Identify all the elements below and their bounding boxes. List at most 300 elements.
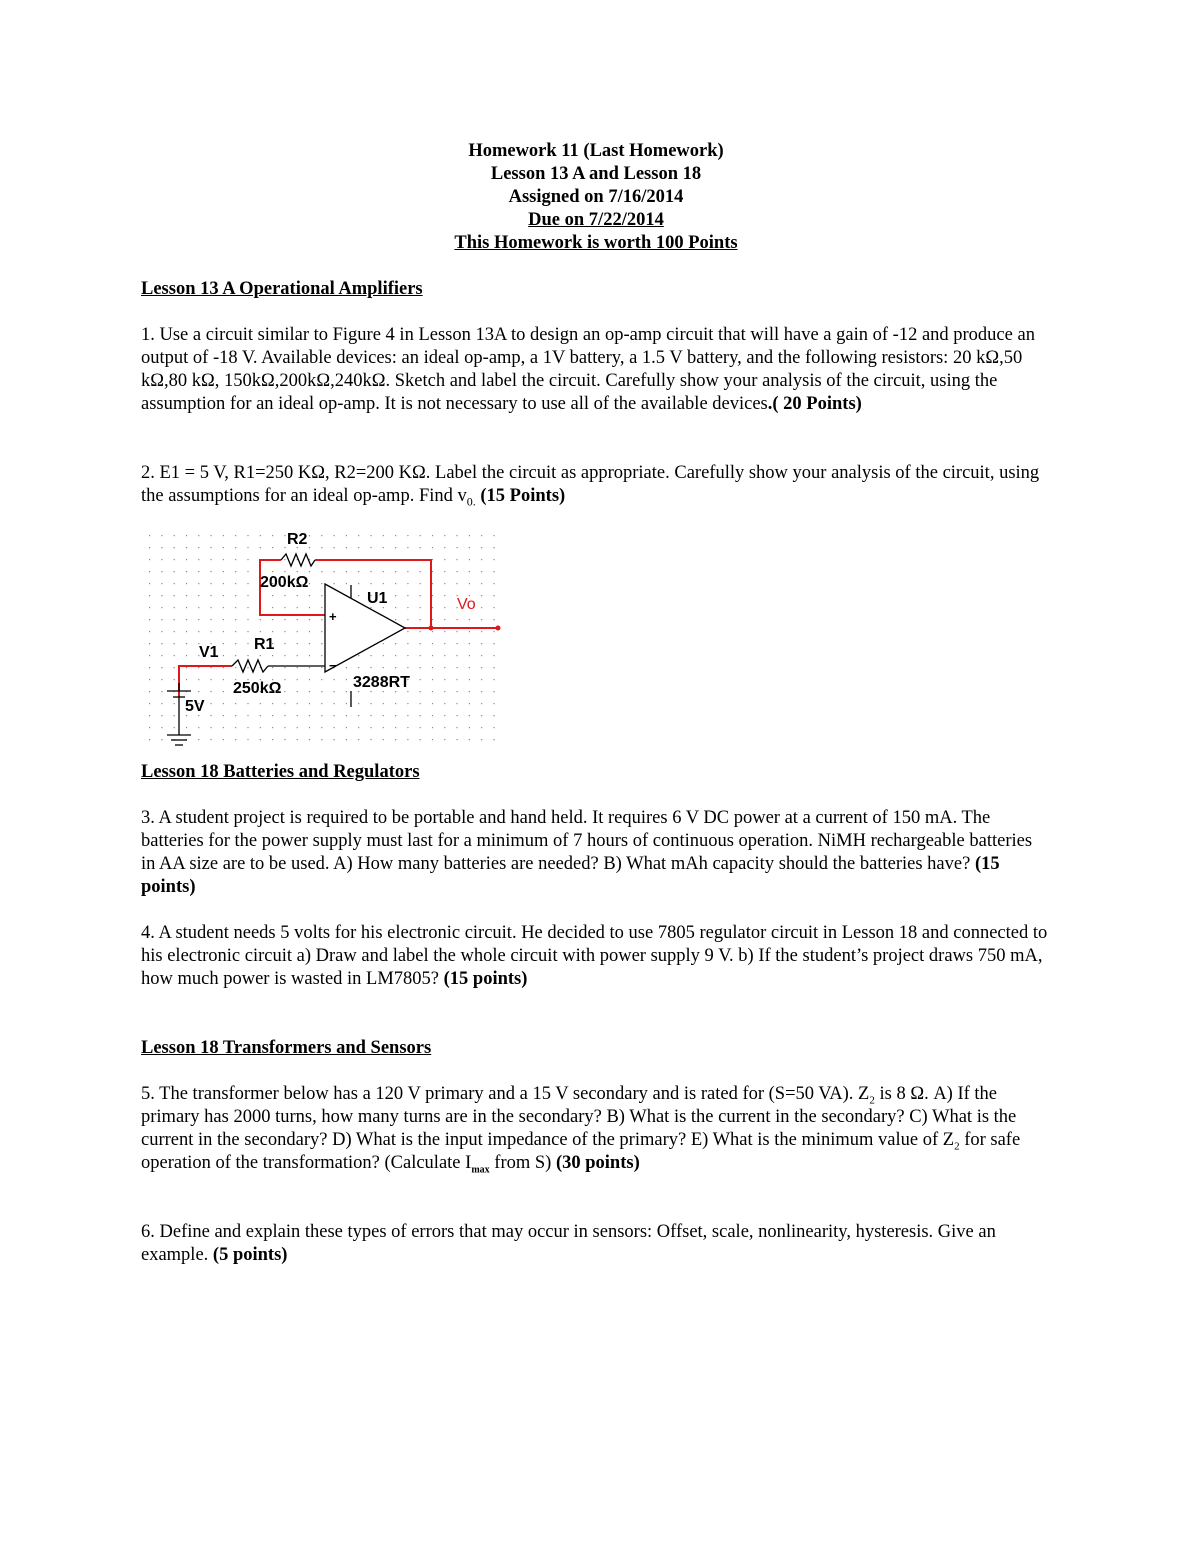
grid-dot	[432, 559, 433, 560]
grid-dot	[272, 655, 273, 656]
grid-dot	[198, 547, 199, 548]
grid-dot	[297, 715, 298, 716]
grid-dot	[383, 535, 384, 536]
grid-dot	[420, 715, 421, 716]
grid-dot	[297, 727, 298, 728]
grid-dot	[358, 703, 359, 704]
grid-dot	[149, 691, 150, 692]
grid-dot	[407, 547, 408, 548]
grid-dot	[272, 727, 273, 728]
r1-name: R1	[254, 636, 275, 653]
output-junction	[429, 626, 434, 631]
grid-dot	[383, 583, 384, 584]
grid-dot	[284, 559, 285, 560]
grid-dot	[432, 703, 433, 704]
grid-dot	[297, 739, 298, 740]
r2-name: R2	[287, 531, 308, 548]
grid-dot	[469, 739, 470, 740]
grid-dot	[223, 703, 224, 704]
grid-dot	[481, 715, 482, 716]
grid-dot	[186, 559, 187, 560]
grid-dot	[186, 679, 187, 680]
grid-dot	[444, 583, 445, 584]
grid-dot	[432, 547, 433, 548]
grid-dot	[309, 595, 310, 596]
grid-dot	[174, 583, 175, 584]
grid-dot	[444, 703, 445, 704]
grid-dot	[346, 571, 347, 572]
grid-dot	[432, 643, 433, 644]
question-2	[141, 462, 1051, 508]
question-5-text-c: for safe operation of the transformation? (Calculate I	[141, 1130, 1021, 1173]
grid-dot	[272, 631, 273, 632]
grid-dot	[235, 547, 236, 548]
grid-dot	[469, 559, 470, 560]
grid-dot	[469, 691, 470, 692]
grid-dot	[420, 739, 421, 740]
minus-sign: −	[329, 658, 337, 673]
grid-dot	[223, 595, 224, 596]
plus-sign: +	[329, 609, 337, 624]
grid-dot	[383, 547, 384, 548]
grid-dot	[432, 595, 433, 596]
grid-dot	[247, 607, 248, 608]
grid-dot	[469, 547, 470, 548]
grid-dot	[198, 607, 199, 608]
grid-dot	[174, 535, 175, 536]
op-amp-model: 3288RT	[353, 674, 410, 691]
grid-dot	[149, 547, 150, 548]
question-3-text: 3. A student project is required to be portable and hand held. It requires 6 V DC power at a current of 150 mA. The batteries for the power supply must last for a minimum of 7 hours of continuous operation. NiMH rechargeable batteries in AA size are to be used. A) How many batteries are needed? B) What mAh capacity should the batteries have?	[141, 808, 1033, 874]
grid-dot	[174, 547, 175, 548]
grid-dot	[321, 655, 322, 656]
grid-dot	[420, 607, 421, 608]
grid-dot	[395, 703, 396, 704]
grid-dot	[481, 619, 482, 620]
grid-dot	[198, 583, 199, 584]
grid-dot	[272, 607, 273, 608]
grid-dot	[161, 679, 162, 680]
grid-dot	[223, 727, 224, 728]
grid-dot	[284, 655, 285, 656]
grid-dot	[407, 703, 408, 704]
grid-dot	[223, 739, 224, 740]
grid-dot	[493, 535, 494, 536]
grid-dot	[395, 583, 396, 584]
grid-dot	[444, 715, 445, 716]
assigned-date: Assigned on 7/16/2014	[508, 187, 684, 207]
grid-dot	[211, 571, 212, 572]
grid-dot	[358, 571, 359, 572]
grid-dot	[309, 739, 310, 740]
grid-dot	[493, 739, 494, 740]
grid-dot	[149, 619, 150, 620]
question-5-text-a: 5. The transformer below has a 120 V primary and a 15 V secondary and is rated for (S=50 VA). Z	[141, 1084, 870, 1104]
grid-dot	[420, 595, 421, 596]
grid-dot	[211, 667, 212, 668]
grid-dot	[297, 619, 298, 620]
grid-dot	[161, 727, 162, 728]
grid-dot	[493, 679, 494, 680]
grid-dot	[432, 619, 433, 620]
grid-dot	[211, 715, 212, 716]
grid-dot	[420, 571, 421, 572]
grid-dot	[444, 559, 445, 560]
grid-dot	[247, 667, 248, 668]
grid-dot	[346, 547, 347, 548]
grid-dot	[223, 607, 224, 608]
grid-dot	[370, 535, 371, 536]
grid-dot	[407, 655, 408, 656]
grid-dot	[309, 571, 310, 572]
question-3-points: (15 points)	[141, 854, 1000, 897]
grid-dot	[481, 655, 482, 656]
grid-dot	[481, 583, 482, 584]
grid-dot	[161, 547, 162, 548]
grid-dot	[321, 595, 322, 596]
grid-dot	[493, 595, 494, 596]
grid-dot	[211, 595, 212, 596]
grid-dot	[247, 643, 248, 644]
u1-name: U1	[367, 590, 388, 607]
grid-dot	[420, 679, 421, 680]
grid-dot	[211, 739, 212, 740]
grid-dot	[334, 571, 335, 572]
grid-dot	[321, 715, 322, 716]
grid-dot	[149, 607, 150, 608]
grid-dot	[346, 727, 347, 728]
grid-dot	[149, 715, 150, 716]
grid-dot	[457, 691, 458, 692]
grid-dot	[407, 667, 408, 668]
grid-dot	[334, 703, 335, 704]
grid-dot	[309, 727, 310, 728]
grid-dot	[149, 559, 150, 560]
grid-dot	[309, 643, 310, 644]
grid-dot	[444, 535, 445, 536]
grid-dot	[211, 547, 212, 548]
grid-dot	[149, 703, 150, 704]
grid-dot	[457, 535, 458, 536]
grid-dot	[444, 727, 445, 728]
grid-dot	[309, 535, 310, 536]
grid-dot	[284, 547, 285, 548]
grid-dot	[457, 739, 458, 740]
grid-dot	[481, 547, 482, 548]
grid-dot	[420, 667, 421, 668]
grid-dot	[309, 703, 310, 704]
grid-dot	[284, 571, 285, 572]
grid-dot	[420, 619, 421, 620]
question-4-points: (15 points)	[443, 969, 528, 989]
grid-dot	[260, 631, 261, 632]
grid-dot	[161, 739, 162, 740]
grid-dot	[297, 571, 298, 572]
grid-dot	[174, 715, 175, 716]
grid-dot	[186, 643, 187, 644]
grid-dot	[284, 619, 285, 620]
grid-dot	[284, 691, 285, 692]
grid-dot	[469, 703, 470, 704]
grid-dot	[149, 643, 150, 644]
grid-dot	[383, 715, 384, 716]
grid-dot	[161, 643, 162, 644]
grid-dot	[260, 619, 261, 620]
grid-dot	[444, 679, 445, 680]
grid-dot	[457, 655, 458, 656]
grid-dot	[297, 595, 298, 596]
grid-dot	[198, 631, 199, 632]
grid-dot	[198, 691, 199, 692]
grid-dot	[432, 691, 433, 692]
grid-dot	[493, 547, 494, 548]
grid-dot	[383, 607, 384, 608]
grid-dot	[309, 607, 310, 608]
grid-dot	[149, 727, 150, 728]
grid-dot	[370, 727, 371, 728]
grid-dot	[481, 643, 482, 644]
grid-dot	[161, 583, 162, 584]
grid-dot	[407, 715, 408, 716]
grid-dot	[272, 595, 273, 596]
grid-dot	[444, 547, 445, 548]
v1-name: V1	[199, 644, 219, 661]
grid-dot	[432, 739, 433, 740]
grid-dot	[407, 643, 408, 644]
grid-dot	[247, 631, 248, 632]
grid-dot	[457, 667, 458, 668]
grid-dot	[174, 679, 175, 680]
grid-dot	[346, 667, 347, 668]
grid-dot	[284, 727, 285, 728]
grid-dot	[186, 607, 187, 608]
grid-dot	[358, 739, 359, 740]
grid-dot	[407, 535, 408, 536]
grid-dot	[284, 715, 285, 716]
grid-dot	[420, 655, 421, 656]
grid-dot	[481, 667, 482, 668]
question-2-subscript: 0.	[466, 494, 476, 509]
grid-dot	[260, 655, 261, 656]
grid-dot	[309, 679, 310, 680]
grid-dot	[297, 703, 298, 704]
grid-dot	[346, 703, 347, 704]
grid-dot	[493, 583, 494, 584]
grid-dot	[395, 535, 396, 536]
grid-dot	[321, 727, 322, 728]
grid-dot	[370, 583, 371, 584]
grid-dot	[161, 535, 162, 536]
output-terminal	[496, 626, 501, 631]
grid-dot	[161, 619, 162, 620]
grid-dot	[272, 535, 273, 536]
grid-dot	[149, 631, 150, 632]
grid-dot	[198, 727, 199, 728]
grid-dot	[395, 571, 396, 572]
grid-dot	[223, 643, 224, 644]
grid-dot	[223, 691, 224, 692]
grid-dot	[444, 739, 445, 740]
grid-dot	[444, 595, 445, 596]
grid-dot	[309, 655, 310, 656]
grid-dot	[309, 619, 310, 620]
question-2-text: 2. E1 = 5 V, R1=250 KΩ, R2=200 KΩ. Label the circuit as appropriate. Carefully show your analysis of the circuit, using the assumptions for an ideal op-amp. Find v	[141, 463, 1040, 506]
grid-dot	[493, 727, 494, 728]
grid-dot	[395, 619, 396, 620]
grid-dot	[223, 715, 224, 716]
grid-dot	[358, 667, 359, 668]
grid-dot	[321, 691, 322, 692]
grid-dot	[211, 559, 212, 560]
section-title-transformers: Lesson 18 Transformers and Sensors	[141, 1038, 432, 1058]
grid-dot	[284, 703, 285, 704]
grid-dot	[420, 535, 421, 536]
grid-dot	[211, 727, 212, 728]
grid-dot	[198, 619, 199, 620]
grid-dot	[161, 691, 162, 692]
question-5-sub-a: 2	[869, 1094, 875, 1107]
question-5-sub-b: 2	[954, 1140, 960, 1153]
grid-dot	[223, 535, 224, 536]
grid-dot	[174, 643, 175, 644]
grid-dot	[321, 571, 322, 572]
grid-dot	[247, 715, 248, 716]
grid-dot	[432, 571, 433, 572]
grid-dot	[358, 595, 359, 596]
grid-dot	[235, 739, 236, 740]
grid-dot	[493, 571, 494, 572]
grid-dot	[469, 643, 470, 644]
grid-dot	[457, 643, 458, 644]
grid-dot	[198, 679, 199, 680]
grid-dot	[334, 727, 335, 728]
grid-dot	[149, 739, 150, 740]
question-5	[141, 1083, 1051, 1175]
grid-dot	[260, 535, 261, 536]
question-5-text-d: from S)	[489, 1153, 552, 1173]
grid-dot	[469, 655, 470, 656]
grid-dot	[247, 595, 248, 596]
grid-dot	[493, 631, 494, 632]
grid-dot	[407, 631, 408, 632]
grid-dot	[321, 619, 322, 620]
grid-dot	[186, 535, 187, 536]
grid-dot	[174, 559, 175, 560]
grid-dot	[186, 583, 187, 584]
grid-dot	[358, 547, 359, 548]
homework-title: Homework 11 (Last Homework)	[468, 141, 724, 161]
grid-dot	[334, 691, 335, 692]
grid-dot	[235, 643, 236, 644]
grid-dot	[383, 691, 384, 692]
grid-dot	[235, 595, 236, 596]
grid-dot	[469, 667, 470, 668]
grid-dot	[284, 607, 285, 608]
grid-dot	[247, 619, 248, 620]
grid-dot	[174, 667, 175, 668]
grid-dot	[481, 727, 482, 728]
grid-dot	[481, 703, 482, 704]
grid-dot	[223, 631, 224, 632]
v1-value: 5V	[185, 698, 205, 715]
grid-dot	[457, 547, 458, 548]
grid-dot	[444, 655, 445, 656]
grid-dot	[432, 655, 433, 656]
grid-dot	[321, 667, 322, 668]
grid-dot	[334, 547, 335, 548]
grid-dot	[481, 691, 482, 692]
grid-dot	[297, 679, 298, 680]
grid-dot	[481, 595, 482, 596]
grid-dot	[457, 703, 458, 704]
grid-dot	[469, 679, 470, 680]
question-5-sub-c: max	[471, 1164, 490, 1176]
r2-value: 200kΩ	[260, 574, 309, 591]
grid-dot	[161, 667, 162, 668]
grid-dot	[407, 691, 408, 692]
grid-dot	[493, 643, 494, 644]
grid-dot	[186, 619, 187, 620]
grid-dot	[420, 547, 421, 548]
grid-dot	[370, 655, 371, 656]
grid-dot	[358, 535, 359, 536]
grid-dot	[420, 631, 421, 632]
grid-dot	[420, 691, 421, 692]
grid-dot	[481, 571, 482, 572]
grid-dot	[469, 631, 470, 632]
grid-dot	[321, 679, 322, 680]
grid-dot	[444, 607, 445, 608]
grid-dot	[383, 703, 384, 704]
grid-dot	[407, 607, 408, 608]
grid-dot	[493, 703, 494, 704]
question-3	[141, 807, 1051, 899]
question-6-text: 6. Define and explain these types of errors that may occur in sensors: Offset, scale, nonlinearity, hysteresis. Give an example.	[141, 1222, 996, 1265]
grid-dot	[346, 739, 347, 740]
grid-dot	[198, 715, 199, 716]
grid-dot	[346, 535, 347, 536]
grid-dot	[420, 703, 421, 704]
grid-dot	[161, 607, 162, 608]
grid-dot	[321, 547, 322, 548]
grid-dot	[272, 619, 273, 620]
grid-dot	[481, 679, 482, 680]
grid-dot	[211, 583, 212, 584]
grid-dot	[407, 739, 408, 740]
grid-dot	[161, 559, 162, 560]
grid-dot	[370, 607, 371, 608]
grid-dot	[297, 655, 298, 656]
grid-dot	[260, 703, 261, 704]
grid-dot	[469, 571, 470, 572]
question-6-points: (5 points)	[212, 1245, 288, 1265]
grid-dot	[149, 535, 150, 536]
grid-dot	[223, 583, 224, 584]
op-amp-symbol	[325, 584, 405, 672]
points-worth: This Homework is worth 100 Points	[454, 233, 738, 253]
input-wire	[179, 666, 232, 697]
question-2-points: (15 Points)	[480, 486, 566, 506]
grid-dot	[321, 703, 322, 704]
grid-dot	[493, 691, 494, 692]
grid-dot	[284, 535, 285, 536]
grid-dot	[174, 703, 175, 704]
grid-dot	[174, 619, 175, 620]
grid-dot	[370, 739, 371, 740]
grid-dot	[358, 715, 359, 716]
grid-dot	[383, 655, 384, 656]
question-4	[141, 922, 1051, 991]
